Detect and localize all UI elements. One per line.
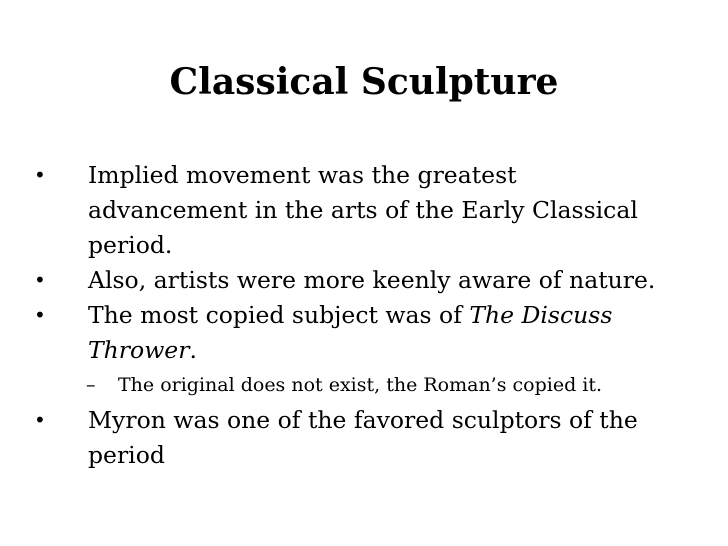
dash-marker-icon: – bbox=[86, 374, 96, 396]
slide-title: Classical Sculpture bbox=[169, 61, 559, 103]
bullet-item-3 bbox=[34, 298, 674, 368]
bullet-marker-icon: • bbox=[34, 163, 46, 187]
bullet-text: Also, artists were more keenly aware of nature. bbox=[88, 266, 656, 294]
bullet-item-1 bbox=[34, 158, 674, 263]
bullet-text: Myron was one of the favored sculptors of the period bbox=[88, 406, 638, 469]
bullet-item-2 bbox=[34, 263, 674, 298]
sub-bullet-text: The original does not exist, the Roman’s copied it. bbox=[118, 374, 603, 396]
artwork-title: The Discuss Thrower bbox=[88, 301, 613, 364]
bullet-marker-icon: • bbox=[34, 268, 46, 292]
bullet-text-tail: . bbox=[189, 336, 197, 364]
bullet-marker-icon: • bbox=[34, 408, 46, 432]
bullet-text: Implied movement was the greatest advancement in the arts of the Early Classical period. bbox=[88, 161, 638, 259]
bullet-text-lead: The most copied subject was of bbox=[88, 301, 470, 329]
bullet-list bbox=[34, 158, 674, 473]
sub-bullet-item-1 bbox=[34, 368, 674, 403]
bullet-marker-icon: • bbox=[34, 303, 46, 327]
bullet-item-4 bbox=[34, 403, 674, 473]
